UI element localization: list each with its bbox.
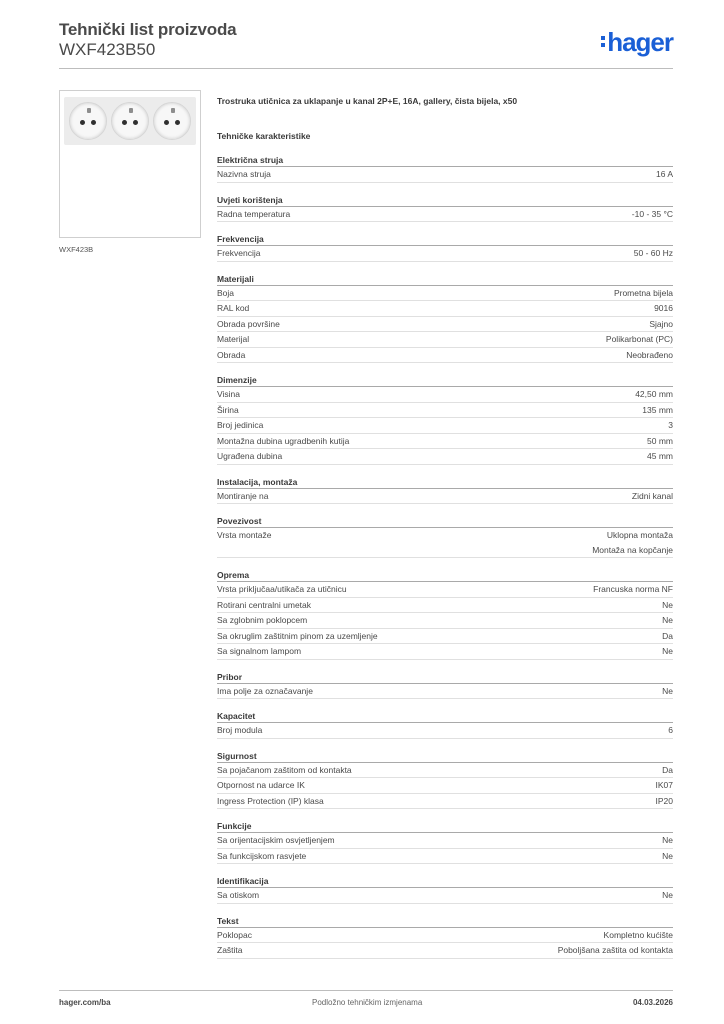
spec-value: 6 xyxy=(668,725,673,735)
spec-row xyxy=(217,582,673,598)
spec-value: Da xyxy=(662,630,673,641)
spec-value: 3 xyxy=(668,420,673,430)
spec-row xyxy=(217,684,673,700)
spec-row xyxy=(217,348,673,364)
spec-label: Visina xyxy=(217,389,240,399)
spec-row xyxy=(217,332,673,348)
spec-label: Vrsta montaže xyxy=(217,530,272,540)
header-divider xyxy=(59,68,673,69)
spec-section xyxy=(217,670,673,700)
spec-row xyxy=(217,723,673,739)
spec-label: Obrada površine xyxy=(217,318,280,329)
spec-row xyxy=(217,286,673,302)
spec-value: Neobrađeno xyxy=(626,349,673,360)
spec-row xyxy=(217,489,673,505)
spec-label: Frekvencija xyxy=(217,248,261,258)
footer-note: Podložno tehničkim izmjenama xyxy=(312,998,423,1007)
spec-row xyxy=(217,301,673,317)
footer-website: hager.com/ba xyxy=(59,998,111,1007)
document-footer xyxy=(59,998,673,1007)
product-code-title: WXF423B50 xyxy=(59,40,156,59)
spec-label: RAL kod xyxy=(217,303,250,313)
spec-label: Nazivna struja xyxy=(217,169,271,179)
spec-label: Poklopac xyxy=(217,929,252,940)
spec-row xyxy=(217,833,673,849)
spec-label: Sa orijentacijskim osvjetljenjem xyxy=(217,835,335,845)
spec-value: Ne xyxy=(662,685,673,696)
spec-label: Materijal xyxy=(217,334,250,344)
spec-row xyxy=(217,207,673,223)
section-title: Funkcije xyxy=(217,819,673,833)
spec-label: Boja xyxy=(217,287,235,298)
spec-value: 45 mm xyxy=(647,451,673,461)
product-image-frame xyxy=(59,90,201,238)
spec-section xyxy=(217,568,673,660)
socket-icon xyxy=(153,102,191,140)
spec-value: Prometna bijela xyxy=(613,287,673,298)
spec-row xyxy=(217,943,673,959)
spec-value: 50 - 60 Hz xyxy=(633,248,673,258)
socket-icon xyxy=(69,102,107,140)
section-title: Uvjeti korištenja xyxy=(217,193,673,207)
spec-value: 9016 xyxy=(654,303,673,313)
spec-section xyxy=(217,272,673,364)
spec-label: Širina xyxy=(217,404,239,415)
section-title: Pribor xyxy=(217,670,673,684)
spec-value: Uklopna montaža Montaža na kopčanje xyxy=(592,530,673,555)
spec-row xyxy=(217,794,673,810)
spec-section xyxy=(217,874,673,904)
spec-value: -10 - 35 °C xyxy=(631,208,673,219)
document-header xyxy=(59,20,673,68)
product-description: Trostruka utičnica za uklapanje u kanal 2P+E, 16A, gallery, čista bijela, x50 xyxy=(217,96,518,106)
logo-text: hager xyxy=(607,27,673,57)
section-title: Instalacija, montaža xyxy=(217,475,673,489)
spec-label: Sa funkcijskom rasvjete xyxy=(217,850,307,861)
section-title: Povezivost xyxy=(217,514,673,528)
spec-row xyxy=(217,434,673,450)
spec-value: Kompletno kućište xyxy=(603,929,673,940)
socket-icon xyxy=(111,102,149,140)
spec-label: Ingress Protection (IP) klasa xyxy=(217,795,324,806)
product-image-caption: WXF423B xyxy=(59,245,94,254)
spec-row xyxy=(217,317,673,333)
spec-row xyxy=(217,387,673,403)
spec-row xyxy=(217,763,673,779)
spec-label: Otpornost na udarce IK xyxy=(217,780,305,790)
spec-label: Radna temperatura xyxy=(217,208,291,219)
spec-value: Francuska norma NF xyxy=(593,584,673,594)
section-title: Električna struja xyxy=(217,153,673,167)
spec-row xyxy=(217,598,673,614)
section-title: Kapacitet xyxy=(217,709,673,723)
spec-label: Vrsta priključaa/utikača za utičnicu xyxy=(217,584,347,594)
spec-row xyxy=(217,629,673,645)
spec-section xyxy=(217,232,673,262)
footer-divider xyxy=(59,990,673,991)
spec-value: Ne xyxy=(662,599,673,610)
spec-value: Poboljšana zaštita od kontakta xyxy=(557,945,673,955)
spec-label: Broj modula xyxy=(217,725,263,735)
spec-label: Sa signalnom lampom xyxy=(217,646,302,656)
section-title: Sigurnost xyxy=(217,749,673,763)
spec-row xyxy=(217,888,673,904)
spec-row xyxy=(217,246,673,262)
spec-content xyxy=(217,94,673,959)
spec-label: Ima polje za označavanje xyxy=(217,685,313,696)
spec-value: 50 mm xyxy=(647,435,673,446)
spec-label: Montiranje na xyxy=(217,490,269,501)
spec-value: 42,50 mm xyxy=(635,389,673,399)
spec-label: Sa zglobnim poklopcem xyxy=(217,615,308,625)
spec-label: Sa pojačanom zaštitom od kontakta xyxy=(217,764,352,775)
triple-socket-image xyxy=(64,97,196,145)
tech-characteristics-heading: Tehničke karakteristike xyxy=(217,131,311,141)
spec-section xyxy=(217,475,673,505)
spec-row xyxy=(217,167,673,183)
spec-section xyxy=(217,193,673,223)
spec-value: Ne xyxy=(662,615,673,625)
spec-section xyxy=(217,709,673,739)
spec-label: Ugrađena dubina xyxy=(217,451,283,461)
spec-label: Sa okruglim zaštitnim pinom za uzemljenje xyxy=(217,630,378,641)
spec-value: Ne xyxy=(662,890,673,900)
footer-date: 04.03.2026 xyxy=(632,998,673,1007)
spec-value: 135 mm xyxy=(642,404,673,415)
spec-label: Obrada xyxy=(217,349,246,360)
spec-value: Ne xyxy=(662,835,673,845)
spec-section xyxy=(217,514,673,558)
spec-section xyxy=(217,373,673,465)
spec-value: Ne xyxy=(662,646,673,656)
section-title: Frekvencija xyxy=(217,232,673,246)
spec-row xyxy=(217,644,673,660)
spec-row xyxy=(217,849,673,865)
spec-value: 16 A xyxy=(655,169,673,179)
spec-value: Polikarbonat (PC) xyxy=(605,334,673,344)
spec-value: Ne xyxy=(662,850,673,861)
spec-label: Zaštita xyxy=(217,945,243,955)
section-title: Dimenzije xyxy=(217,373,673,387)
spec-label: Rotirani centralni umetak xyxy=(217,599,312,610)
spec-row xyxy=(217,449,673,465)
spec-section xyxy=(217,819,673,864)
section-title: Oprema xyxy=(217,568,673,582)
spec-label: Broj jedinica xyxy=(217,420,264,430)
spec-value: Da xyxy=(662,764,673,775)
section-title: Identifikacija xyxy=(217,874,673,888)
spec-section xyxy=(217,153,673,183)
spec-value: IP20 xyxy=(655,795,673,806)
spec-row xyxy=(217,418,673,434)
hager-logo xyxy=(601,28,673,56)
spec-row xyxy=(217,528,673,558)
spec-value: IK07 xyxy=(655,780,673,790)
spec-section xyxy=(217,749,673,810)
section-title: Materijali xyxy=(217,272,673,286)
spec-sections xyxy=(217,153,673,959)
section-title: Tekst xyxy=(217,914,673,928)
spec-value: Zidni kanal xyxy=(631,490,673,501)
spec-section xyxy=(217,914,673,959)
spec-row xyxy=(217,928,673,944)
spec-row xyxy=(217,403,673,419)
logo-dots-icon xyxy=(601,36,605,50)
spec-row xyxy=(217,613,673,629)
document-title: Tehnički list proizvoda xyxy=(59,20,237,39)
spec-value: Sjajno xyxy=(649,318,673,329)
spec-label: Sa otiskom xyxy=(217,890,260,900)
spec-row xyxy=(217,778,673,794)
spec-label: Montažna dubina ugradbenih kutija xyxy=(217,435,350,446)
